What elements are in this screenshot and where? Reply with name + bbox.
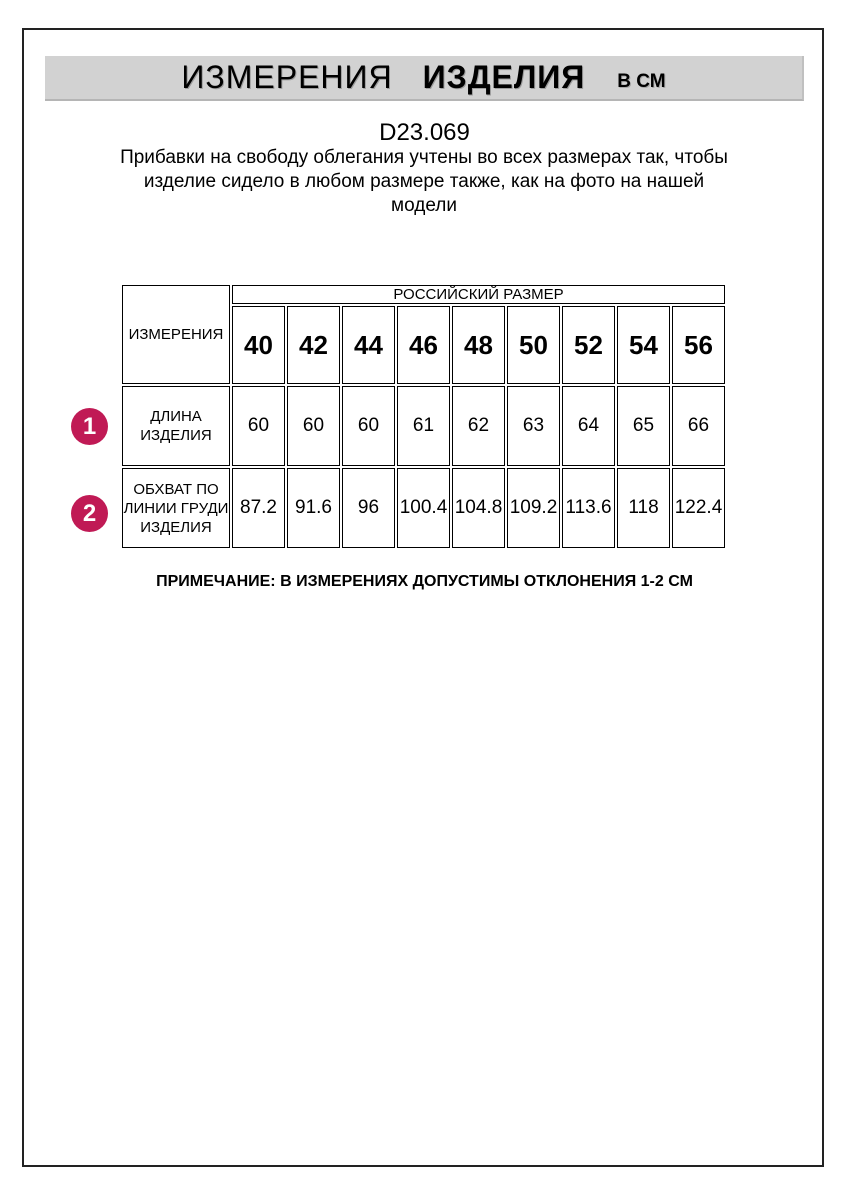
size-header-48: 48 xyxy=(452,306,505,384)
fit-description xyxy=(104,146,744,218)
size-header-52: 52 xyxy=(562,306,615,384)
measurements-column-header: ИЗМЕРЕНИЯ xyxy=(122,285,230,384)
value-cell: 61 xyxy=(397,386,450,466)
size-header-42: 42 xyxy=(287,306,340,384)
description-line: Прибавки на свободу облегания учтены во всех размерах так, чтобы xyxy=(120,147,728,168)
tolerance-note: ПРИМЕЧАНИЕ: В ИЗМЕРЕНИЯХ ДОПУСТИМЫ ОТКЛОНЕНИЯ 1-2 СМ xyxy=(156,573,693,590)
size-table xyxy=(120,283,727,550)
value-cell: 113.6 xyxy=(562,468,615,548)
row-label-length: ДЛИНА ИЗДЕЛИЯ xyxy=(122,386,230,466)
value-cell: 104.8 xyxy=(452,468,505,548)
value-cell: 60 xyxy=(342,386,395,466)
title-unit: В СМ xyxy=(617,70,666,92)
value-cell: 60 xyxy=(287,386,340,466)
value-cell: 60 xyxy=(232,386,285,466)
product-code: D23.069 xyxy=(379,119,470,146)
value-cell: 100.4 xyxy=(397,468,450,548)
row-number-badge-2 xyxy=(71,495,108,532)
value-cell: 96 xyxy=(342,468,395,548)
size-header-54: 54 xyxy=(617,306,670,384)
value-cell: 87.2 xyxy=(232,468,285,548)
title-measurements: ИЗМЕРЕНИЯ xyxy=(181,59,393,95)
row-label-chest-girth: ОБХВАТ ПО ЛИНИИ ГРУДИ ИЗДЕЛИЯ xyxy=(122,468,230,548)
row-number-badge-1 xyxy=(71,408,108,445)
size-header-50: 50 xyxy=(507,306,560,384)
value-cell: 109.2 xyxy=(507,468,560,548)
value-cell: 91.6 xyxy=(287,468,340,548)
title-product: ИЗДЕЛИЯ xyxy=(422,59,586,95)
value-cell: 66 xyxy=(672,386,725,466)
russian-size-header: РОССИЙСКИЙ РАЗМЕР xyxy=(232,285,725,304)
badge-number: 2 xyxy=(82,499,97,527)
description-line: изделие сидело в любом размере также, как на фото на нашей xyxy=(143,171,705,192)
group-header-row xyxy=(122,285,725,304)
length-row xyxy=(122,386,725,466)
title-bar xyxy=(45,56,804,101)
value-cell: 64 xyxy=(562,386,615,466)
value-cell: 65 xyxy=(617,386,670,466)
value-cell: 63 xyxy=(507,386,560,466)
value-cell: 62 xyxy=(452,386,505,466)
value-cell: 122.4 xyxy=(672,468,725,548)
value-cell: 118 xyxy=(617,468,670,548)
chest-girth-row xyxy=(122,468,725,548)
description-line: модели xyxy=(391,195,457,216)
size-header-46: 46 xyxy=(397,306,450,384)
size-header-44: 44 xyxy=(342,306,395,384)
size-header-40: 40 xyxy=(232,306,285,384)
badge-number: 1 xyxy=(82,412,97,440)
size-header-56: 56 xyxy=(672,306,725,384)
